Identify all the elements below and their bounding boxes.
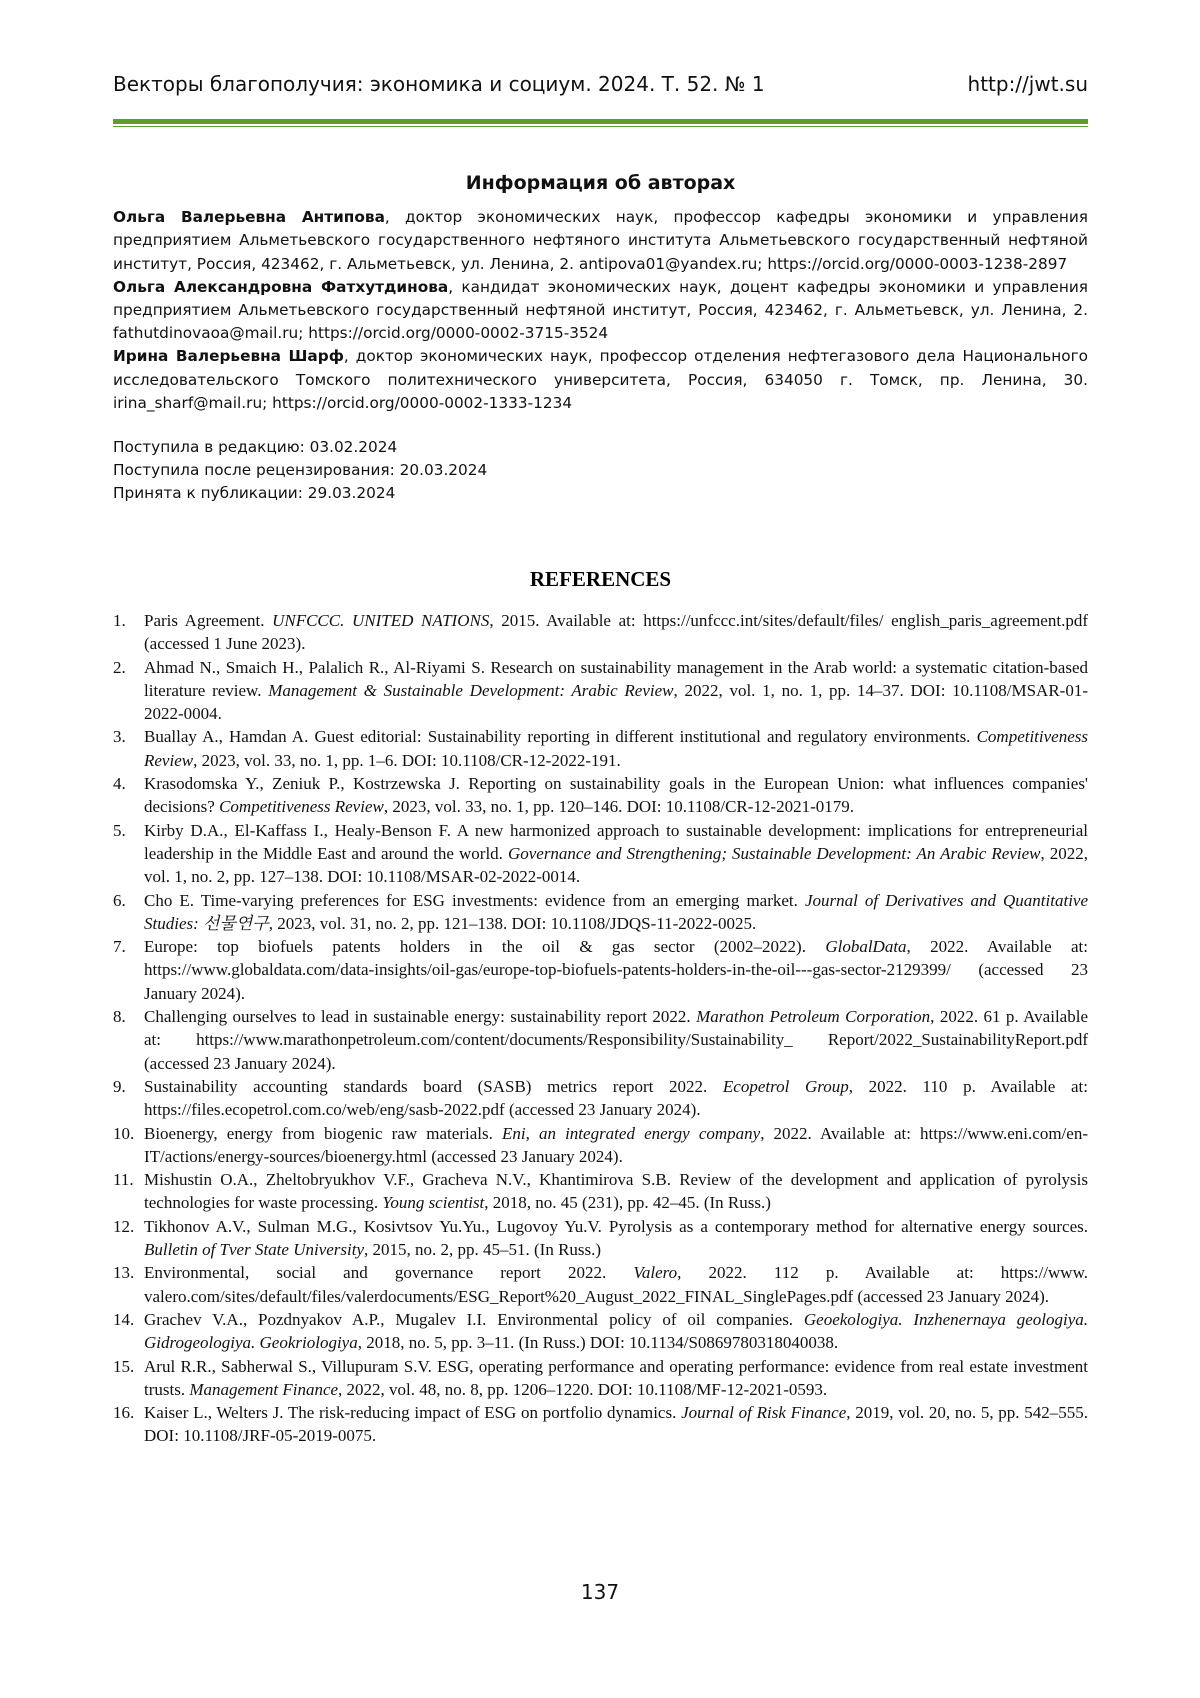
reference-text: Sustainability accounting standards board (SASB) metrics report 2022. xyxy=(144,1076,723,1096)
reference-source: Journal of Derivatives and Quantitative Studies: 선물연구 xyxy=(144,890,1089,933)
reference-number: 10. xyxy=(113,1123,135,1143)
received-date: Поступила в редакцию: 03.02.2024 xyxy=(113,438,398,457)
reference-number: 2. xyxy=(113,657,126,677)
reference-item xyxy=(113,1308,1088,1355)
reference-source: Governance and Strengthening; Sustainable Development: An Arabic Review xyxy=(507,843,1041,863)
reference-number: 1. xyxy=(113,611,126,630)
reference-source: Competitiveness Review xyxy=(219,797,384,817)
journal-url[interactable]: http://jwt.su xyxy=(967,72,1088,96)
reference-source: UNFCCC. UNITED NATIONS xyxy=(272,611,490,630)
reference-text: Europe: top biofuels patents holders in the oil & gas sector (2002–2022). xyxy=(144,937,826,957)
authors-section-title: Информация об авторах xyxy=(465,172,736,194)
reference-item xyxy=(113,1261,1088,1308)
reference-details: , 2022. Available at: https://www.globaldata.com/data-insights/oil-gas/europe-top-biofuels-patents-holders-in-the-oil---gas-sector-2129399/ (accessed 23 January 2024). xyxy=(144,937,1088,1003)
reference-item xyxy=(113,1401,1088,1448)
reference-source: Eni, an integrated energy company xyxy=(501,1123,761,1143)
author-entry xyxy=(113,206,1088,276)
reference-number: 14. xyxy=(113,1309,135,1329)
page-number: 137 xyxy=(580,1580,620,1604)
reference-text: Mishustin O.A., Zheltobryukhov V.F., Gracheva N.V., Khantimirova S.B. Review of the development and application of pyrolysis technologies for waste processing. xyxy=(144,1170,1088,1213)
reference-text: Grachev V.A., Pozdnyakov A.P., Mugalev I.I. Environmental policy of oil companies. xyxy=(144,1309,804,1329)
author-entry xyxy=(113,276,1088,346)
reference-number: 6. xyxy=(113,890,126,910)
reference-number: 13. xyxy=(113,1263,135,1283)
reference-details: , 2023, vol. 31, no. 2, pp. 121–138. DOI: 10.1108/JDQS-11-2022-0025. xyxy=(268,913,757,933)
reference-source: Bulletin of Tver State University xyxy=(144,1240,365,1260)
reference-number: 8. xyxy=(113,1007,126,1027)
reference-source: Geoekologiya. Inzhenernaya geologiya. Gidrogeologiya. Geokriologiya xyxy=(144,1309,1088,1353)
reference-number: 9. xyxy=(113,1076,126,1096)
running-header xyxy=(113,72,1088,106)
reference-text: Arul R.R., Sabherwal S., Villupuram S.V. ESG, operating performance and operating performance: evidence from real estate investment trusts. xyxy=(144,1356,1088,1399)
accepted-date: Принята к публикации: 29.03.2024 xyxy=(113,484,396,503)
reference-details: , 2022. Available at: https://www.eni.com/en-IT/actions/energy-sources/bioenergy.html (accessed 23 January 2024). xyxy=(144,1123,1088,1166)
author-details: , кандидат экономических наук, доцент кафедры экономики и управления предприятием Альметьевского государственный нефтяной институт, Россия, 423462, г. Альметьевск, ул. Ленина, 2. fathutdinovaoa@mail.ru; https://orcid.org/0000-0002-3715-3524 xyxy=(113,277,1088,343)
revised-date: Поступила после рецензирования: 20.03.2024 xyxy=(113,461,488,480)
reference-number: 12. xyxy=(113,1216,135,1236)
reference-item xyxy=(113,1005,1088,1075)
reference-source: Competitiveness Review xyxy=(144,727,1088,770)
reference-details: , 2018, no. 45 (231), pp. 42–45. (In Russ.) xyxy=(484,1193,771,1213)
reference-number: 7. xyxy=(113,937,126,957)
reference-text: Cho E. Time-varying preferences for ESG investments: evidence from an emerging market. xyxy=(144,890,805,910)
reference-details: , 2022, vol. 48, no. 8, pp. 1206–1220. DOI: 10.1108/MF-12-2021-0593. xyxy=(338,1379,828,1399)
reference-text: Krasodomska Y., Zeniuk P., Kostrzewska J. Reporting on sustainability goals in the European Union: what influences companies' decisions? xyxy=(144,774,1088,817)
reference-item xyxy=(113,1168,1088,1215)
author-name: Ирина Валерьевна Шарф xyxy=(113,347,344,366)
author-details: , доктор экономических наук, профессор кафедры экономики и управления предприятием Альметьевского государственного нефтяного института Альметьевского государственный нефтяной институт, Россия, 423462, г. Альметьевск, ул. Ленина, 2. antipova01@yandex.ru; https://orcid.org/0000-0003-1238-2897 xyxy=(113,208,1088,273)
reference-number: 5. xyxy=(113,820,126,840)
reference-details: , 2015, no. 2, pp. 45–51. (In Russ.) xyxy=(364,1240,602,1260)
reference-details: , 2019, vol. 20, no. 5, pp. 542–555. DOI: 10.1108/JRF-05-2019-0075. xyxy=(144,1403,1088,1446)
reference-details: , 2023, vol. 33, no. 1, pp. 120–146. DOI: 10.1108/CR-12-2021-0179. xyxy=(383,797,855,817)
reference-details: , 2022, vol. 1, no. 1, pp. 14–37. DOI: 10.1108/MSAR-01-2022-0004. xyxy=(144,680,1088,724)
reference-text: Kirby D.A., El-Kaffass I., Healy-Benson F. A new harmonized approach to sustainable development: implications for entrepreneurial leadership in the Middle East and around the world. xyxy=(144,820,1088,863)
reference-source: Valero xyxy=(633,1263,678,1283)
reference-item xyxy=(113,609,1088,656)
reference-text: Challenging ourselves to lead in sustainable energy: sustainability report 2022. xyxy=(144,1007,697,1027)
reference-item xyxy=(113,1075,1088,1122)
reference-details: , 2018, no. 5, pp. 3–11. (In Russ.) DOI: 10.1134/S0869780318040038. xyxy=(357,1333,839,1353)
reference-details: , 2022. 110 p. Available at: https://files.ecopetrol.com.co/web/eng/sasb-2022.pdf (accessed 23 January 2024). xyxy=(144,1076,1088,1120)
reference-text: Tikhonov A.V., Sulman M.G., Kosivtsov Yu.Yu., Lugovoy Yu.V. Pyrolysis as a contemporary method for alternative energy sources. xyxy=(144,1216,1088,1236)
reference-number: 15. xyxy=(113,1356,135,1376)
reference-source: Journal of Risk Finance xyxy=(681,1403,847,1423)
reference-text: Environmental, social and governance report 2022. xyxy=(144,1263,634,1283)
reference-item xyxy=(113,889,1088,936)
reference-item xyxy=(113,1215,1088,1262)
authors-info-section xyxy=(113,172,1088,506)
reference-text: Buallay A., Hamdan A. Guest editorial: Sustainability reporting in different institutional and regulatory environments. xyxy=(144,727,977,747)
reference-item xyxy=(113,656,1088,726)
reference-source: Young scientist xyxy=(382,1193,485,1213)
reference-source: Ecopetrol Group xyxy=(722,1076,849,1096)
reference-item xyxy=(113,725,1088,772)
reference-details: , 2023, vol. 33, no. 1, pp. 1–6. DOI: 10.1108/CR-12-2022-191. xyxy=(193,750,621,770)
journal-citation: Векторы благополучия: экономика и социум. 2024. Т. 52. № 1 xyxy=(113,72,765,96)
reference-source: Management & Sustainable Development: Arabic Review xyxy=(268,680,674,700)
reference-details: , 2015. Available at: https://unfccc.int/sites/default/files/ english_paris_agreement.pdf (accessed 1 June 2023). xyxy=(144,611,1088,654)
header-rule-thin xyxy=(113,126,1088,127)
reference-source: Management Finance xyxy=(189,1379,339,1399)
reference-item xyxy=(113,819,1088,889)
author-name: Ольга Валерьевна Антипова xyxy=(113,208,385,227)
reference-text: Ahmad N., Smaich H., Palalich R., Al-Riyami S. Research on sustainability management in the Arab world: a systematic citation-based literature review. xyxy=(144,657,1088,700)
reference-text: Bioenergy, energy from biogenic raw materials. xyxy=(144,1123,502,1143)
reference-details: , 2022. 61 p. Available at: https://www.marathonpetroleum.com/content/documents/Responsibility/Sustainability_ Report/2022_SustainabilityReport.pdf (accessed 23 January 2024). xyxy=(144,1007,1088,1073)
reference-source: GlobalData xyxy=(825,937,907,957)
references-list xyxy=(113,609,1088,1448)
reference-item xyxy=(113,1355,1088,1402)
reference-text: Kaiser L., Welters J. The risk-reducing impact of ESG on portfolio dynamics. xyxy=(144,1403,682,1423)
reference-item xyxy=(113,935,1088,1005)
author-entry xyxy=(113,345,1088,415)
author-details: , доктор экономических наук, профессор отделения нефтегазового дела Национального исследовательского Томского политехнического университета, Россия, 634050 г. Томск, пр. Ленина, 30. irina_sharf@mail.ru; https://orcid.org/0000-0002-1333-1234 xyxy=(113,347,1088,412)
reference-text: Paris Agreement. xyxy=(144,611,273,630)
author-name: Ольга Александровна Фатхутдинова xyxy=(113,277,449,296)
reference-number: 3. xyxy=(113,727,126,747)
references-title: REFERENCES xyxy=(529,567,672,591)
reference-number: 16. xyxy=(113,1403,135,1423)
reference-source: Marathon Petroleum Corporation xyxy=(696,1007,931,1027)
reference-item xyxy=(113,772,1088,819)
reference-number: 11. xyxy=(113,1170,134,1190)
reference-item xyxy=(113,1122,1088,1169)
reference-details: , 2022. 112 p. Available at: https://www. valero.com/sites/default/files/valerdocuments/ESG_Report%20_August_2022_FINAL_SinglePages.pdf (accessed 23 January 2024). xyxy=(144,1263,1088,1306)
header-rule xyxy=(113,119,1088,124)
reference-number: 4. xyxy=(113,774,126,794)
reference-details: , 2022, vol. 1, no. 2, pp. 127–138. DOI: 10.1108/MSAR-02-2022-0014. xyxy=(144,843,1089,887)
publication-dates xyxy=(113,436,1088,506)
